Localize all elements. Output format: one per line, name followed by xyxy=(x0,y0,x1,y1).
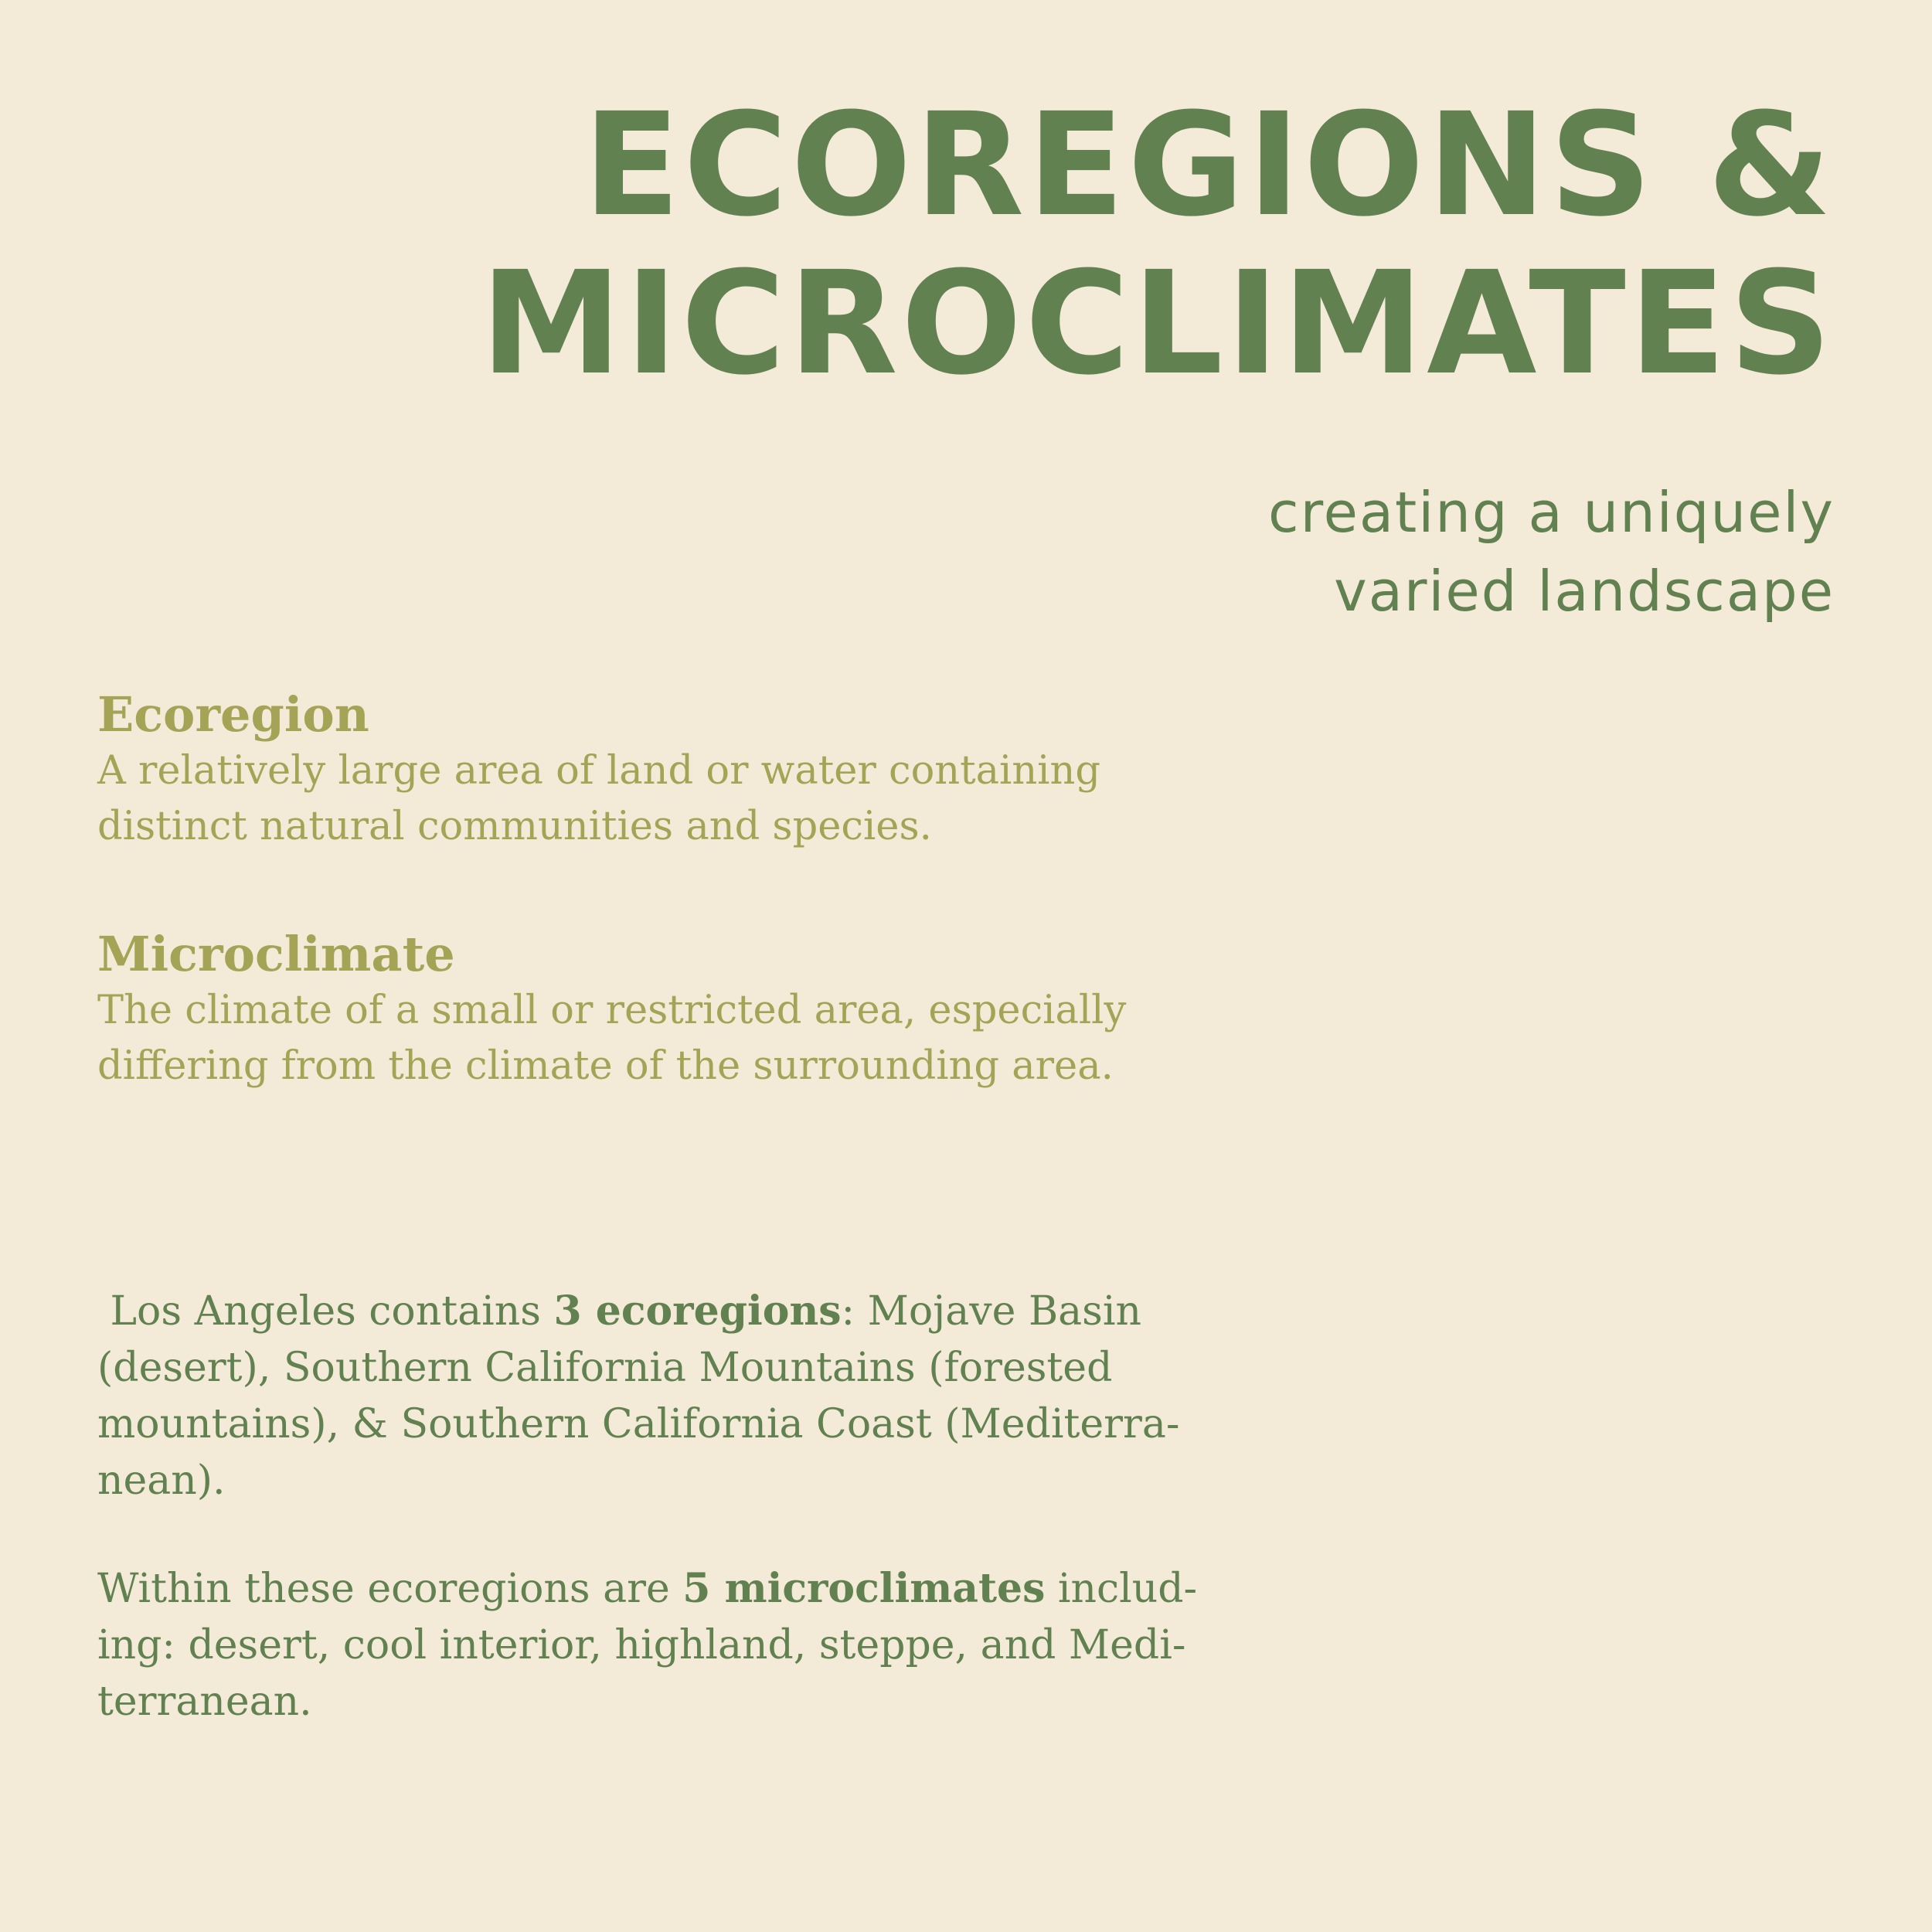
definition-line: The climate of a small or restricted area, especially xyxy=(97,988,1127,1033)
paragraph-line xyxy=(97,1283,1295,1340)
page-title xyxy=(480,83,1835,406)
ecoregions-paragraph xyxy=(97,1283,1295,1509)
paragraph-text: : Mojave Basin xyxy=(841,1288,1141,1335)
paragraph-line: (desert), Southern California Mountains (forested xyxy=(97,1345,1113,1391)
microclimate-count: 5 microclimates xyxy=(682,1565,1046,1612)
title-line-1: ECOREGIONS & xyxy=(583,83,1835,248)
paragraph-line: ing: desert, cool interior, highland, steppe, and Medi- xyxy=(97,1622,1186,1668)
definition-ecoregion xyxy=(97,686,1257,855)
definition-line: differing from the climate of the surrounding area. xyxy=(97,1043,1114,1089)
definition-text xyxy=(97,983,1257,1094)
subtitle-line-2: varied landscape xyxy=(1334,559,1835,624)
definition-text xyxy=(97,743,1257,855)
definition-microclimate xyxy=(97,926,1257,1094)
paragraph-line: terranean. xyxy=(97,1679,312,1725)
subtitle-line-1: creating a uniquely xyxy=(1267,480,1835,545)
title-line-2: MICROCLIMATES xyxy=(480,241,1835,406)
paragraph-line: mountains), & Southern California Coast (Mediterra- xyxy=(97,1401,1180,1447)
definition-line: distinct natural communities and species. xyxy=(97,804,932,849)
paragraph-line xyxy=(97,1560,1295,1617)
paragraph-text: Los Angeles contains xyxy=(97,1288,554,1335)
paragraph-text: Within these ecoregions are xyxy=(97,1566,683,1612)
definition-line: A relatively large area of land or water containing xyxy=(97,748,1100,794)
definition-term: Ecoregion xyxy=(97,686,369,743)
microclimates-paragraph xyxy=(97,1560,1295,1730)
paragraph-text: includ- xyxy=(1045,1566,1198,1612)
page-subtitle xyxy=(1268,473,1835,631)
ecoregion-count: 3 ecoregions xyxy=(553,1287,842,1335)
definition-term: Microclimate xyxy=(97,926,455,982)
paragraph-line: nean). xyxy=(97,1458,226,1504)
